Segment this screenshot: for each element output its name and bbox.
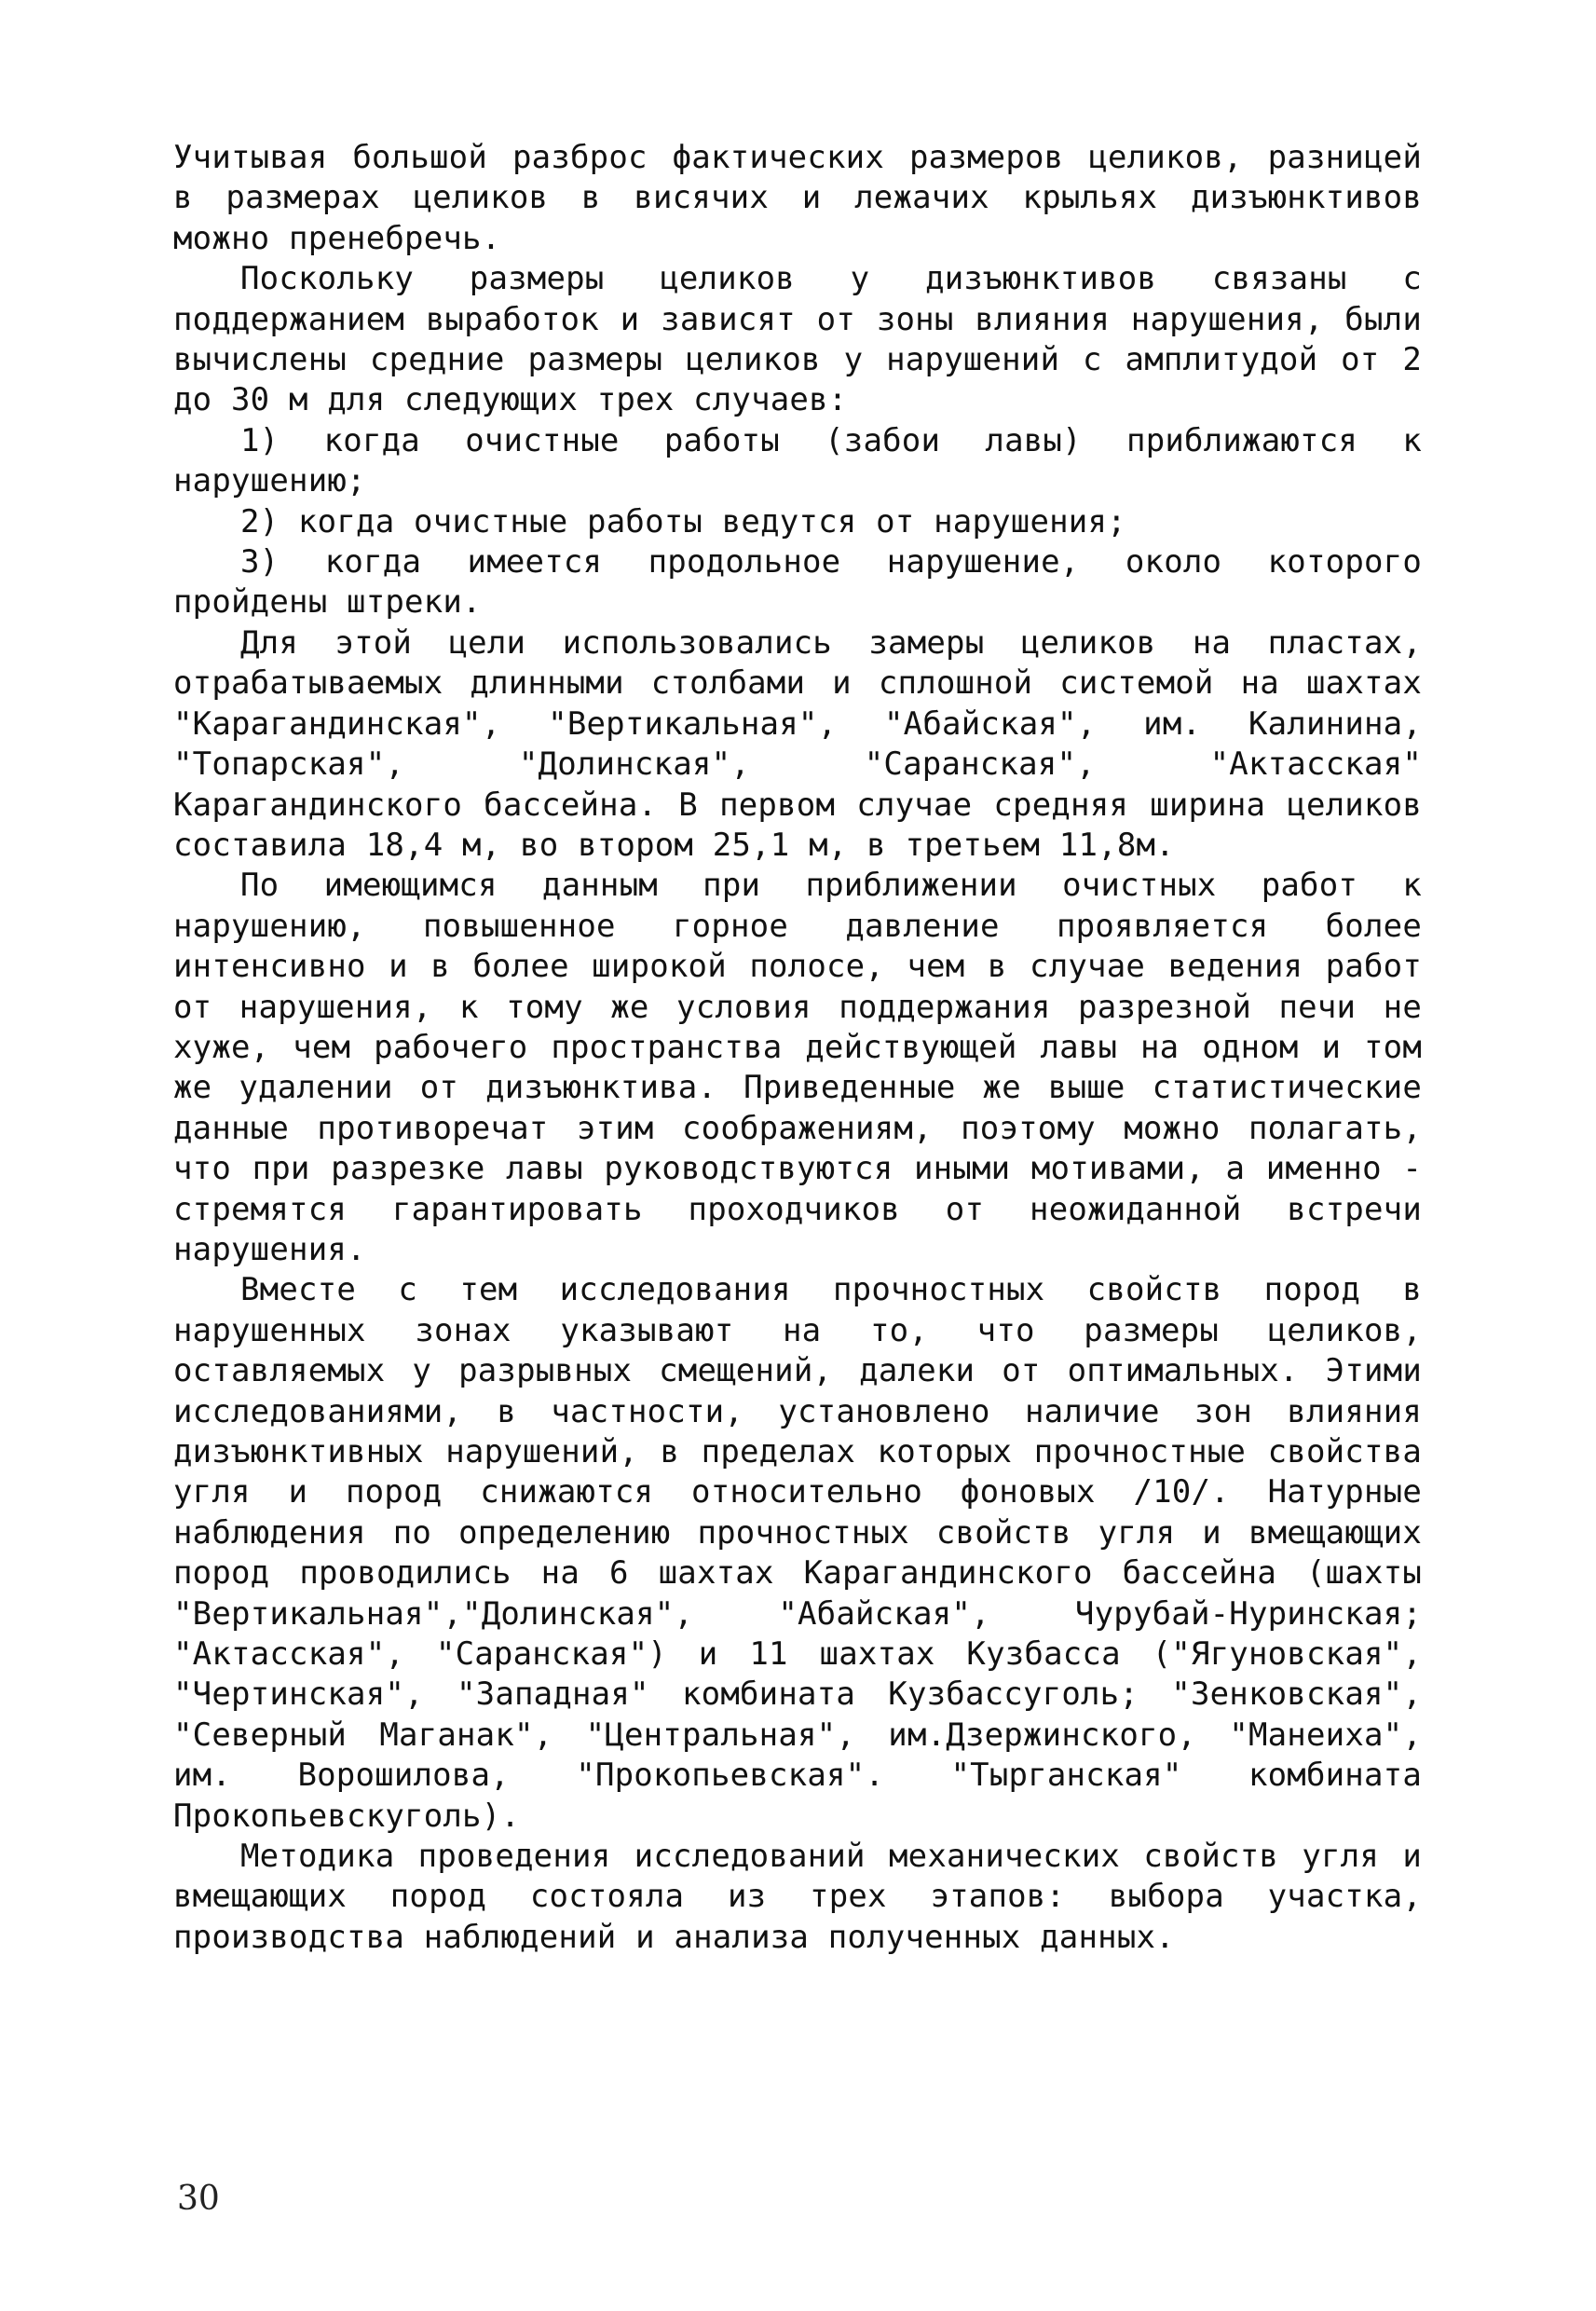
list-item-1: 1) когда очистные работы (забои лавы) приближаются к нарушению; bbox=[173, 421, 1422, 500]
page-number: 30 bbox=[177, 2180, 220, 2218]
paragraph-1: Учитывая большой разброс фактических размеров целиков, разницей в размерах целиков в висячих и лежачих крыльях дизъюнктивов можно пренебречь. bbox=[173, 139, 1422, 257]
list-item-3: 3) когда имеется продольное нарушение, около которого пройдены штреки. bbox=[173, 543, 1422, 622]
paragraph-5: Вместе с тем исследования прочностных свойств пород в нарушенных зонах указывают на то, что размеры целиков, оставляемых у разрывных смещений, далеки от оптимальных. Этими исследованиями, в частности, установлено наличие зон влияния дизъюнктивных нарушений, в пределах которых прочностные свойства угля и пород снижаются относительно фоновых /10/. Натурные наблюдения по определению прочностных свойств угля и вмещающих пород проводились на 6 шахтах Карагандинского бассейна (шахты "Вертикальная","Долинская", "Абайская", Чурубай-Нуринская; "Актасская", "Саранская") и 11 шахтах Кузбасса ("Ягуновская", "Чертинская", "Западная" комбината Кузбассуголь; "Зенковская", "Северный Маганак", "Центральная", им.Дзержинского, "Манеиха", им. Ворошилова, "Прокопьевская". "Тырганская" комбината Прокопьевскуголь). bbox=[173, 1271, 1422, 1835]
paragraph-6: Методика проведения исследований механических свойств угля и вмещающих пород состояла из трех этапов: выбора участка, производства наблюдений и анализа полученных данных. bbox=[173, 1838, 1422, 1956]
list-item-2: 2) когда очистные работы ведутся от нарушения; bbox=[240, 502, 1126, 540]
page-body bbox=[173, 138, 1422, 1958]
paragraph-4: По имеющимся данным при приближении очистных работ к нарушению, повышенное горное давление проявляется более интенсивно и в более широкой полосе, чем в случае ведения работ от нарушения, к тому же условия поддержания разрезной печи не хуже, чем рабочего пространства действующей лавы на одном и том же удалении от дизъюнктива. Приведенные же выше статистические данные противоречат этим соображениям, поэтому можно полагать, что при разрезке лавы руководствуются иными мотивами, а именно - стремятся гарантировать проходчиков от неожиданной встречи нарушения. bbox=[173, 867, 1422, 1268]
paragraph-2: Поскольку размеры целиков у дизъюнктивов связаны с поддержанием выработок и зависят от зоны влияния нарушения, были вычислены средние размеры целиков у нарушений с амплитудой от 2 до 30 м для следующих трех случаев: bbox=[173, 260, 1422, 419]
paragraph-3: Для этой цели использовались замеры целиков на пластах, отрабатываемых длинными столбами и сплошной системой на шахтах "Карагандинская", "Вертикальная", "Абайская", им. Калинина, "Топарская", "Долинская", "Саранская", "Актасская" Карагандинского бассейна. В первом случае средняя ширина целиков составила 18,4 м, во втором 25,1 м, в третьем 11,8м. bbox=[173, 623, 1422, 864]
